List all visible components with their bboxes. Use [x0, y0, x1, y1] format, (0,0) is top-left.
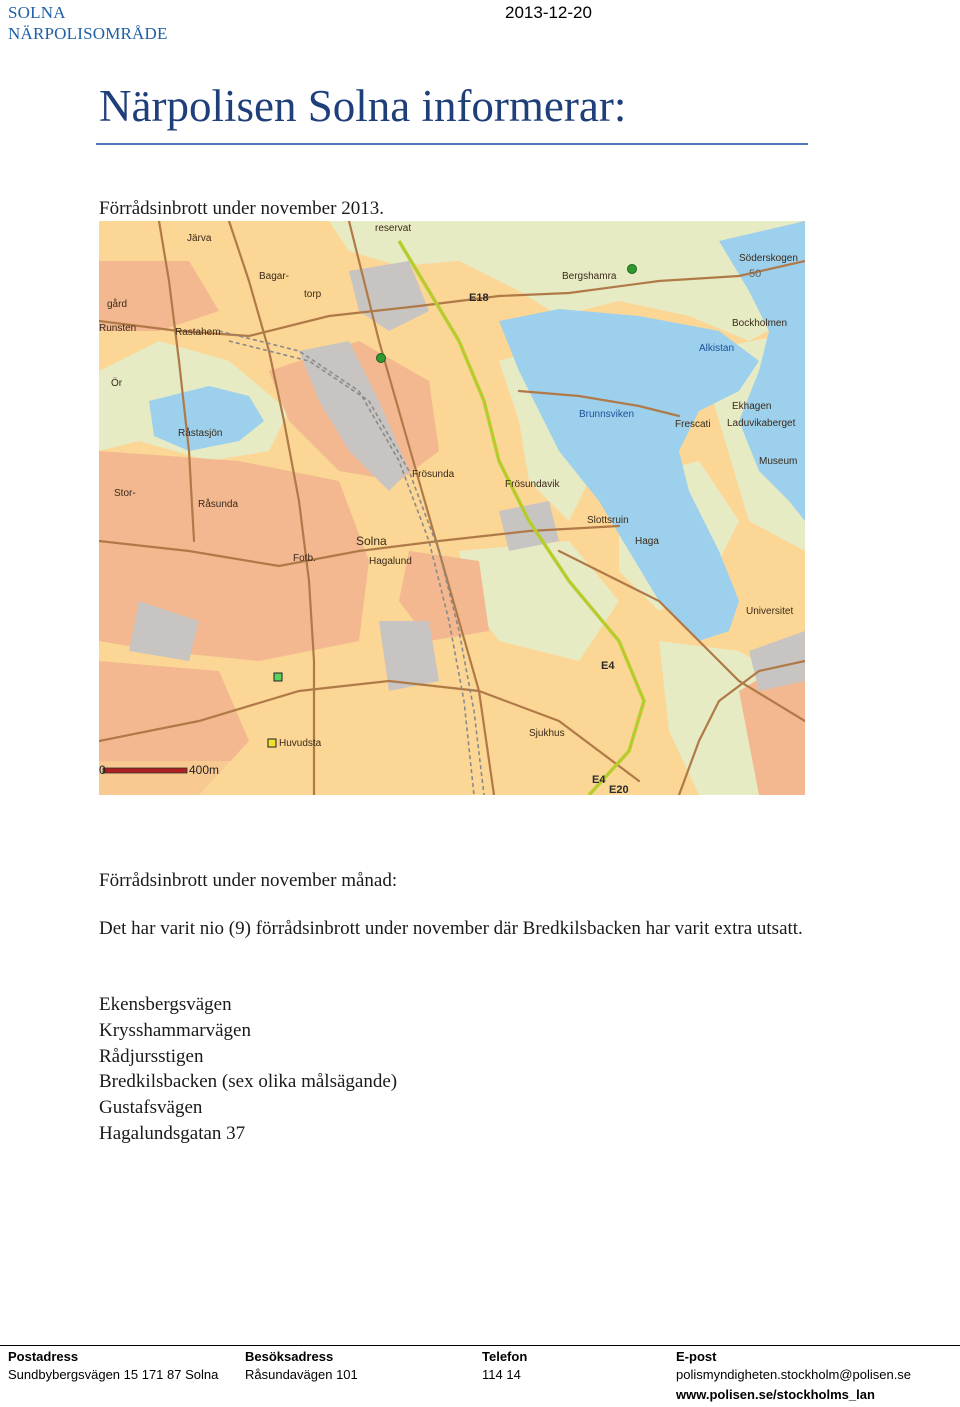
street-item: Hagalundsgatan 37	[99, 1122, 246, 1144]
map-label: Bockholmen	[732, 318, 788, 329]
page-title: Närpolisen Solna informerar:	[99, 81, 627, 131]
street-item: Bredkilsbacken (sex olika målsägande)	[99, 1071, 398, 1093]
incident-marker-bergshamra	[628, 265, 637, 274]
map-label: Hagalund	[369, 556, 412, 567]
map-label: Frescati	[675, 419, 711, 430]
scale-label-start: 0	[99, 763, 106, 777]
road-label-e18: E18	[469, 292, 489, 304]
title-divider	[96, 143, 808, 145]
website-link[interactable]: www.polisen.se/stockholms_lan	[676, 1387, 875, 1402]
footer-postadress	[8, 1349, 218, 1382]
telefon-value: 114 14	[482, 1367, 521, 1382]
incident-marker-square-yellow	[268, 739, 276, 747]
road-label-e4: E4	[601, 660, 615, 672]
map-label: Solna	[356, 534, 387, 548]
incident-map	[99, 221, 805, 795]
telefon-label: Telefon	[482, 1349, 528, 1364]
section-heading: Förrådsinbrott under november månad:	[99, 870, 398, 891]
map-label: Universitet	[746, 606, 794, 617]
summary-paragraph: Det har varit nio (9) förrådsinbrott under november där Bredkilsbacken har varit extra utsatt.	[99, 918, 803, 939]
department-line-1: SOLNA	[8, 3, 66, 22]
street-item: Gustafsvägen	[99, 1097, 203, 1119]
scale-label-end: 400m	[189, 763, 220, 777]
map-label: Frösunda	[412, 469, 455, 480]
footer-telefon	[482, 1349, 527, 1382]
postadress-value: Sundbybergsvägen 15 171 87 Solna	[8, 1367, 219, 1382]
map-label: Sjukhus	[529, 728, 565, 739]
document-date: 2013-12-20	[505, 3, 592, 22]
footer-besoksadress	[245, 1349, 358, 1382]
besoksadress-value: Råsundavägen 101	[245, 1367, 358, 1382]
map-label: torp	[304, 289, 322, 300]
incident-marker-square-green	[274, 673, 282, 681]
map-label: Slottsruin	[587, 515, 629, 526]
map-label: Huvudsta	[279, 738, 322, 749]
map-label: Laduvikaberget	[727, 418, 796, 429]
map-label: Bergshamra	[562, 271, 617, 282]
map-label: Brunnsviken	[579, 409, 635, 420]
map-label: Frösundavik	[505, 479, 560, 490]
street-list	[99, 992, 397, 1147]
footer-epost	[676, 1349, 911, 1382]
incident-marker-ulriksdal	[377, 354, 386, 363]
epost-link[interactable]: polismyndigheten.stockholm@polisen.se	[676, 1367, 912, 1382]
road-label-e4-lower: E4	[592, 774, 606, 786]
map-label: Runsten	[99, 323, 137, 334]
street-item: Krysshammarvägen	[99, 1019, 251, 1041]
map-label: Råstasjön	[178, 428, 223, 439]
map-label: Fotb.	[293, 553, 316, 564]
department-name	[8, 2, 168, 44]
footer-divider	[0, 1345, 960, 1346]
map-label: Rastahem	[175, 327, 221, 338]
street-item: Rådjursstigen	[99, 1045, 204, 1067]
map-label: Ekhagen	[732, 401, 772, 412]
scale-bar	[103, 768, 187, 773]
map-label: Bagar-	[259, 271, 290, 282]
road-label-50: 50	[749, 268, 762, 280]
epost-label: E-post	[676, 1349, 717, 1364]
map-label: Stor-	[114, 488, 136, 499]
besoksadress-label: Besöksadress	[245, 1349, 334, 1364]
map-label: Råsunda	[198, 499, 239, 510]
map-label: Söderskogen	[739, 253, 798, 264]
postadress-label: Postadress	[8, 1349, 79, 1364]
map-caption: Förrådsinbrott under november 2013.	[99, 198, 384, 219]
department-line-2: NÄRPOLISOMRÅDE	[8, 24, 168, 43]
map-label: Museum	[759, 456, 798, 467]
map-label: Haga	[635, 536, 659, 547]
road-label-e20: E20	[609, 784, 629, 795]
street-item: Ekensbergsvägen	[99, 994, 232, 1015]
map-label: gård	[107, 299, 128, 310]
map-scale-bar	[99, 761, 234, 795]
map-label: Järva	[187, 233, 212, 244]
map-label: Ör	[111, 378, 123, 389]
map-label: Alkistan	[699, 343, 735, 354]
map-label: reservat	[375, 223, 412, 234]
